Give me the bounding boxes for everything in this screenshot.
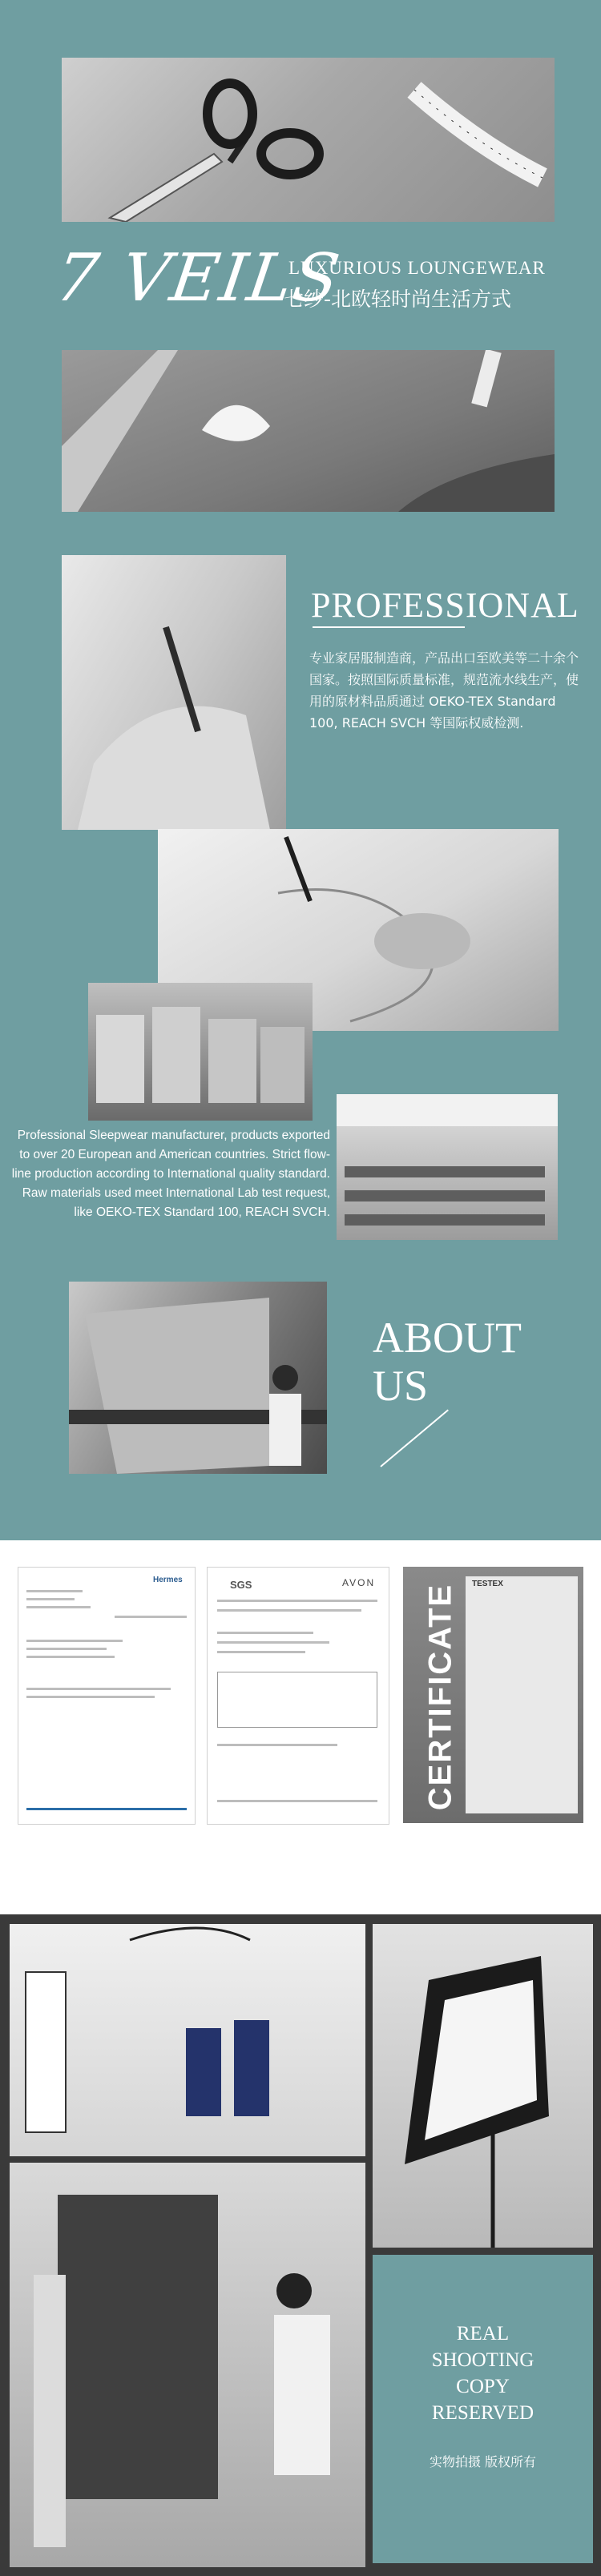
brand-logo: 7 VEILS [50,240,346,316]
about-description-en: Professional Sleepwear manufacturer, products exported to over 20 European and American countries. Strict flow-line production according to International quality standard. Raw materials used meet International Lab test request, like OEKO-TEX Standard 100, REACH SVCH. [11,1129,330,1219]
avon-brand: AVON [342,1577,376,1588]
certificate-testex [403,1567,583,1823]
certificate-word: CERTIFICATE [422,1583,458,1811]
certificate-sgs-avon-report [207,1567,389,1825]
photo-warehouse [88,983,313,1121]
photo-studio-shoot [10,1924,365,2156]
photo-fabric-inspection [69,1282,327,1474]
about-title-line1: ABOUT [373,1314,522,1362]
sgs-brand: SGS [230,1579,252,1591]
photo-model-doorway [10,2163,365,2567]
testex-page [466,1576,578,1813]
photo-fabric-cutting [62,555,286,830]
copyright-panel [373,2255,593,2563]
tailor-chalk-icon [62,350,555,512]
copyright-text-cn: 实物拍摄 版权所有 [429,2454,537,2469]
copyright-text-en: REAL SHOOTING COPY RESERVED [431,2323,534,2424]
about-title-line2: US [373,1362,429,1410]
professional-title: PROFESSIONAL [311,586,579,625]
hermes-brand: Hermes [153,1576,183,1584]
photo-softbox-light [373,1924,593,2248]
scissors-icon [62,58,555,222]
certificate-hermes-report [18,1567,196,1825]
photo-production-floor [337,1094,558,1240]
professional-description-cn: 专业家居服制造商，产品出口至欧美等二十余个国家。按照国际质量标准，规范流水线生产，使用的原材料品质通过 OEKO-TEX Standard 100, REACH SVCH 等国际权威检测. [309,650,579,731]
professional-divider [313,626,465,628]
testex-brand: TESTEX [472,1580,503,1588]
about-title [373,1314,522,1410]
hero-photo-scissors [62,58,555,222]
sgs-results-table [217,1672,377,1728]
brand-tagline-cn: 七纱-北欧轻时尚生活方式 [284,288,512,311]
brand-tagline-en: LUXURIOUS LOUNGEWEAR [288,258,546,278]
hero-photo-chalk [62,350,555,512]
